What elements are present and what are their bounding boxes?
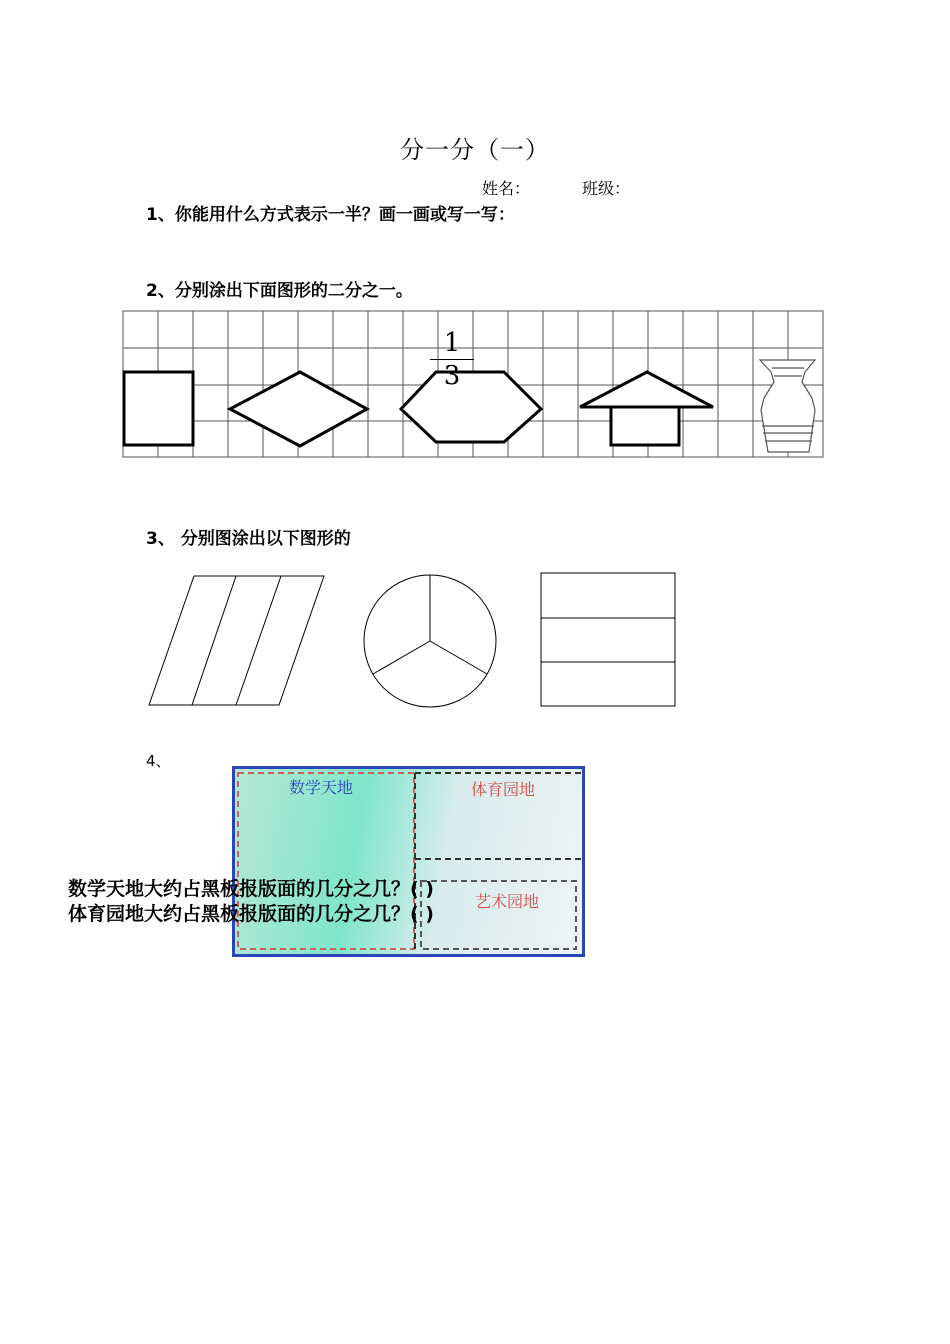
rectangle-thirds-icon xyxy=(541,573,675,706)
zone-art: 艺术园地 xyxy=(475,892,540,911)
shape-grid xyxy=(118,308,830,463)
fraction-bar xyxy=(430,359,474,360)
zone-sports: 体育园地 xyxy=(471,780,536,799)
square-icon xyxy=(124,372,193,445)
house-icon xyxy=(580,372,713,445)
fraction-numerator: 1 xyxy=(443,328,461,358)
fraction-one-third xyxy=(430,328,474,391)
question-4b: 体育园地大约占黑板报版面的几分之几？( ) xyxy=(68,903,434,925)
q3-shapes xyxy=(145,568,685,713)
page-title: 分一分（一） xyxy=(400,136,550,164)
parallelogram-icon xyxy=(149,576,324,705)
question-3: 3、 分别图涂出以下图形的 xyxy=(146,529,351,549)
class-label: 班级： xyxy=(582,179,631,198)
rhombus-icon xyxy=(230,372,367,446)
question-4a: 数学天地大约占黑板报版面的几分之几？( ) xyxy=(68,878,434,900)
question-1: 1、你能用什么方式表示一半？画一画或写一写： xyxy=(146,205,515,225)
circle-thirds-icon xyxy=(364,575,496,707)
question-4-number: 4、 xyxy=(146,752,171,770)
fraction-denominator: 3 xyxy=(443,361,461,391)
blackboard-image xyxy=(232,766,585,957)
zone-math: 数学天地 xyxy=(289,778,354,797)
question-2: 2、分别涂出下面图形的二分之一。 xyxy=(146,281,413,301)
name-label: 姓名： xyxy=(482,179,531,198)
vase-icon xyxy=(760,360,815,452)
